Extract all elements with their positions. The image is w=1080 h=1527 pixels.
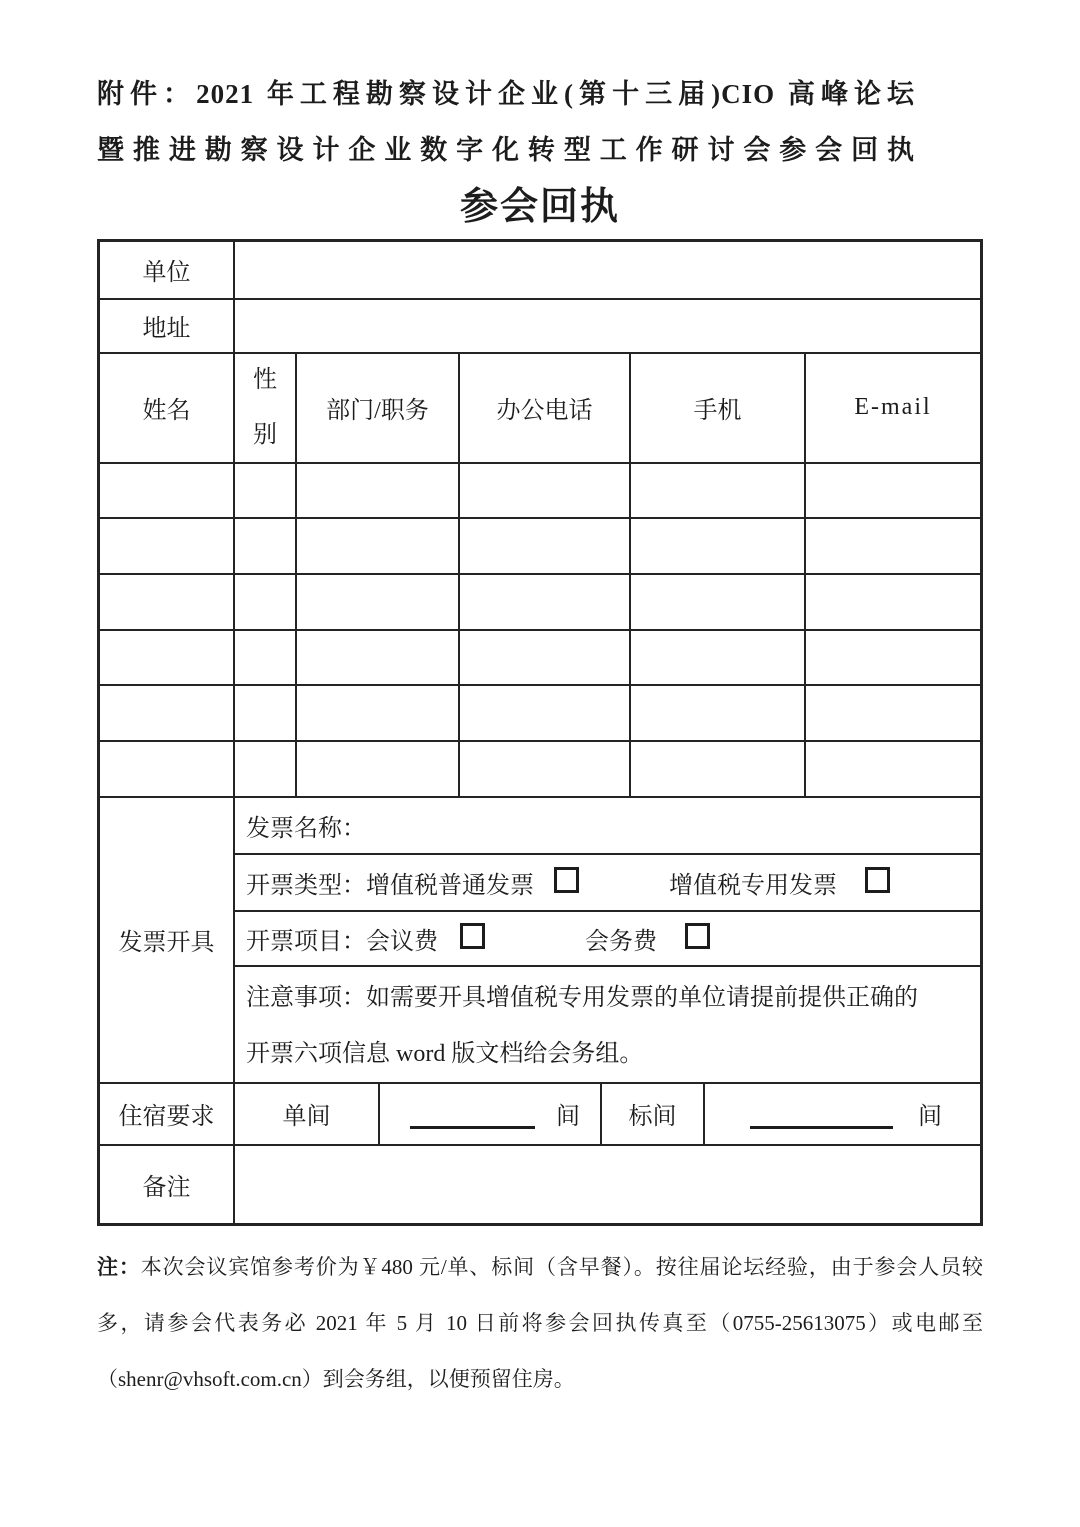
- conference-fee-checkbox[interactable]: [460, 923, 485, 949]
- attendee-email-cell[interactable]: [804, 464, 980, 518]
- col-header-office-phone: 办公电话: [458, 354, 629, 462]
- col-header-name: 姓名: [142, 398, 191, 425]
- attendee-office-phone-cell[interactable]: [458, 464, 629, 518]
- gender-header-text: 性别: [253, 366, 277, 448]
- address-row: [100, 298, 980, 352]
- single-room-label: 单间: [233, 1084, 378, 1144]
- vat-general-invoice-label: 增值税普通发票: [366, 872, 534, 899]
- footnote-label: 注：: [97, 1254, 141, 1279]
- attendee-row-5: [100, 684, 980, 740]
- attendee-department-cell[interactable]: [295, 464, 458, 518]
- address-input-cell[interactable]: [233, 300, 980, 352]
- invoice-name-label: 发票名称：: [246, 815, 366, 842]
- attachment-title-line-2: 暨推进勘察设计企业数字化转型工作研讨会参会回执: [97, 135, 915, 166]
- address-label: 地址: [142, 316, 191, 343]
- attendee-row-4: [100, 629, 980, 685]
- unit-input-cell[interactable]: [233, 242, 980, 298]
- attendee-name-cell[interactable]: [100, 464, 233, 518]
- remarks-row: [100, 1144, 980, 1223]
- attendee-department-cell[interactable]: [295, 519, 458, 573]
- attendee-office-phone-cell[interactable]: [458, 686, 629, 740]
- single-room-count-cell: [378, 1084, 600, 1144]
- attendee-office-phone-cell[interactable]: [458, 631, 629, 685]
- unit-label: 单位: [142, 260, 191, 287]
- vat-special-invoice-label: 增值税专用发票: [669, 872, 837, 899]
- attendee-row-6: [100, 740, 980, 796]
- attendee-name-cell[interactable]: [100, 631, 233, 685]
- twin-room-count-blank[interactable]: [750, 1099, 893, 1130]
- invoice-section-label: 发票开具: [118, 930, 215, 957]
- attendee-mobile-cell[interactable]: [629, 519, 804, 573]
- invoice-section: [100, 796, 980, 1082]
- attendee-email-cell[interactable]: [804, 742, 980, 796]
- invoice-notice-line-2: 开票六项信息 word 版文档给会务组。: [246, 1040, 644, 1067]
- form-heading: 参会回执: [459, 185, 620, 228]
- attendee-gender-cell[interactable]: [233, 631, 295, 685]
- attendee-header-row: [100, 352, 980, 462]
- attendee-row-2: [100, 517, 980, 573]
- footnote-line-3: （shenr@vhsoft.com.cn）到会务组，以便预留住房。: [97, 1366, 575, 1391]
- col-header-mobile: 手机: [629, 354, 804, 462]
- attendee-row-1: [100, 462, 980, 518]
- accommodation-label: 住宿要求: [118, 1104, 215, 1131]
- attendee-name-cell[interactable]: [100, 519, 233, 573]
- attendee-email-cell[interactable]: [804, 686, 980, 740]
- attendee-gender-cell[interactable]: [233, 519, 295, 573]
- attendee-name-cell[interactable]: [100, 742, 233, 796]
- single-room-count-blank[interactable]: [410, 1099, 535, 1130]
- twin-room-label: 标间: [600, 1084, 703, 1144]
- attendee-gender-cell[interactable]: [233, 575, 295, 629]
- attendee-email-cell[interactable]: [804, 575, 980, 629]
- col-header-gender: [233, 354, 295, 462]
- attendee-name-cell[interactable]: [100, 686, 233, 740]
- attendee-office-phone-cell[interactable]: [458, 742, 629, 796]
- footnote-line-1: [97, 1239, 983, 1295]
- attendee-gender-cell[interactable]: [233, 686, 295, 740]
- attendee-email-cell[interactable]: [804, 519, 980, 573]
- reply-form-table: [97, 239, 983, 1226]
- attendee-mobile-cell[interactable]: [629, 464, 804, 518]
- invoice-subgrid: [233, 798, 980, 1082]
- attendee-row-3: [100, 573, 980, 629]
- attendee-mobile-cell[interactable]: [629, 742, 804, 796]
- attendee-email-cell[interactable]: [804, 631, 980, 685]
- col-header-department: 部门/职务: [295, 354, 458, 462]
- attendee-mobile-cell[interactable]: [629, 575, 804, 629]
- attendee-office-phone-cell[interactable]: [458, 575, 629, 629]
- vat-general-invoice-checkbox[interactable]: [554, 867, 579, 893]
- attendee-name-cell[interactable]: [100, 575, 233, 629]
- twin-room-unit: 间: [918, 1104, 942, 1131]
- invoice-item-row: [235, 910, 980, 965]
- attendee-mobile-cell[interactable]: [629, 686, 804, 740]
- single-room-unit: 间: [556, 1104, 580, 1131]
- service-fee-checkbox[interactable]: [685, 923, 710, 949]
- attendee-gender-cell[interactable]: [233, 464, 295, 518]
- invoice-type-row: [235, 853, 980, 910]
- footnote-line-1-text: 本次会议宾馆参考价为￥480 元/单、标间（含早餐）。按往届论坛经验，由于参会人员较: [140, 1254, 983, 1279]
- attendee-department-cell[interactable]: [295, 742, 458, 796]
- attendee-gender-cell[interactable]: [233, 742, 295, 796]
- remarks-label: 备注: [142, 1174, 191, 1201]
- service-fee-label: 会务费: [585, 928, 657, 955]
- vat-special-invoice-checkbox[interactable]: [865, 867, 890, 893]
- accommodation-row: [100, 1082, 980, 1144]
- attendee-office-phone-cell[interactable]: [458, 519, 629, 573]
- invoice-notice-line-1: 注意事项：如需要开具增值税专用发票的单位请提前提供正确的: [246, 984, 918, 1011]
- unit-row: [100, 242, 980, 298]
- twin-room-count-cell: [703, 1084, 980, 1144]
- invoice-item-label: 开票项目：: [246, 928, 366, 955]
- invoice-notice: [235, 965, 980, 1082]
- attendee-department-cell[interactable]: [295, 631, 458, 685]
- attendee-department-cell[interactable]: [295, 575, 458, 629]
- conference-fee-label: 会议费: [366, 928, 438, 955]
- remarks-input-cell[interactable]: [233, 1146, 980, 1223]
- col-header-email: E-mail: [804, 354, 980, 462]
- invoice-name-row: [235, 798, 980, 853]
- attendee-mobile-cell[interactable]: [629, 631, 804, 685]
- invoice-type-label: 开票类型：: [246, 872, 366, 899]
- footnote-line-2: 多，请参会代表务必 2021 年 5 月 10 日前将参会回执传真至（0755-25613075）或电邮至: [97, 1310, 983, 1335]
- attachment-title-line-1: 附件：2021 年工程勘察设计企业(第十三届)CIO 高峰论坛: [97, 79, 915, 109]
- footnote: [97, 1239, 983, 1407]
- attendee-department-cell[interactable]: [295, 686, 458, 740]
